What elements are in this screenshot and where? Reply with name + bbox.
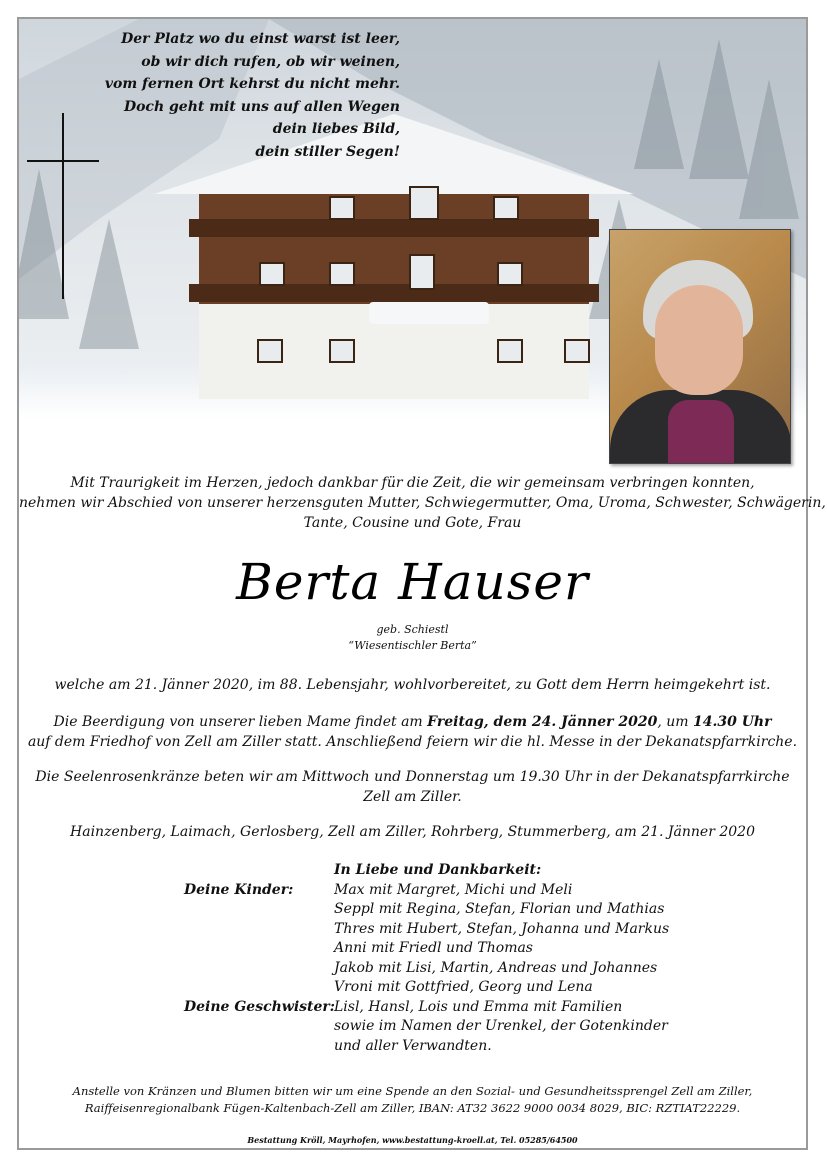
poem-line: vom fernen Ort kehrst du nicht mehr. xyxy=(104,76,400,93)
poem-line: dein stiller Segen! xyxy=(255,143,400,160)
deceased-name: Berta Hauser xyxy=(236,553,589,611)
sibling-entry: sowie im Namen der Urenkel, der Gotenkinder xyxy=(334,1018,668,1034)
funeral-text xyxy=(19,712,806,752)
child-entry: Seppl mit Regina, Stefan, Florian und Mathias xyxy=(334,901,665,917)
funeral-date: Freitag, dem 24. Jänner 2020 xyxy=(427,714,658,730)
funeral-mid: , um xyxy=(657,714,693,730)
birth-name-block xyxy=(19,622,806,654)
portrait-photo xyxy=(609,229,791,464)
death-line: welche am 21. Jänner 2020, im 88. Lebensjahr, wohlvorbereitet, zu Gott dem Herrn heimgekehrt ist. xyxy=(54,677,771,693)
rosary-line: Zell am Ziller. xyxy=(363,789,462,805)
sibling-entry: und aller Verwandten. xyxy=(334,1037,492,1054)
funeral-pre: Die Beerdigung von unserer lieben Mame findet am xyxy=(53,714,428,730)
nickname: “Wiesentischler Berta” xyxy=(348,639,477,652)
sibling-entry: Lisl, Hansl, Lois und Emma mit Familien xyxy=(334,998,623,1015)
child-entry: Vroni mit Gottfried, Georg und Lena xyxy=(334,979,593,995)
children-label: Deine Kinder: xyxy=(184,881,294,898)
poem-line: dein liebes Bild, xyxy=(272,121,400,138)
family-heading: In Liebe und Dankbarkeit: xyxy=(334,862,542,878)
child-entry: Thres mit Hubert, Stefan, Johanna und Markus xyxy=(334,920,670,937)
poem-line: Der Platz wo du einst warst ist leer, xyxy=(121,31,400,47)
child-entry: Anni mit Friedl und Thomas xyxy=(334,940,533,956)
child-entry: Max mit Margret, Michi und Meli xyxy=(334,881,573,898)
siblings-label: Deine Geschwister: xyxy=(184,998,335,1015)
donation-note xyxy=(19,1083,806,1117)
poem xyxy=(60,28,400,164)
family-names xyxy=(334,861,669,1056)
funeral-line2: auf dem Friedhof von Zell am Ziller statt. Anschließend feiern wir die hl. Messe in der Dekanatspfarrkirche. xyxy=(27,734,798,750)
place-date: Hainzenberg, Laimach, Gerlosberg, Zell am Ziller, Rohrberg, Stummerberg, am 21. Jänner 2020 xyxy=(70,824,755,840)
intro-line: nehmen wir Abschied von unserer herzensguten Mutter, Schwiegermutter, Oma, Uroma, Schwester, Schwägerin, xyxy=(19,495,826,511)
child-entry: Jakob mit Lisi, Martin, Andreas und Johannes xyxy=(334,959,658,976)
footer-line: Raiffeisenregionalbank Fügen-Kaltenbach-Zell am Ziller, IBAN: AT32 3622 9000 0034 8029, BIC: RZTIAT22229. xyxy=(84,1101,741,1115)
rosary-text xyxy=(19,767,806,807)
footer-line: Anstelle von Kränzen und Blumen bitten wir um eine Spende an den Sozial- und Gesundheitssprengel Zell am Ziller, xyxy=(72,1084,753,1098)
rosary-line: Die Seelenrosenkränze beten wir am Mittwoch und Donnerstag um 19.30 Uhr in der Dekanatspfarrkirche xyxy=(35,769,790,785)
intro-line: Tante, Cousine und Gote, Frau xyxy=(303,515,522,531)
funeral-home-imprint: Bestattung Kröll, Mayrhofen, www.bestattung-kroell.at, Tel. 05285/64500 xyxy=(247,1135,578,1145)
intro-line: Mit Traurigkeit im Herzen, jedoch dankbar für die Zeit, die wir gemeinsam verbringen konnten, xyxy=(70,475,755,491)
poem-line: ob wir dich rufen, ob wir weinen, xyxy=(141,53,400,70)
maiden-name: geb. Schiestl xyxy=(376,623,449,636)
intro-text xyxy=(19,473,826,533)
funeral-time: 14.30 Uhr xyxy=(693,714,772,730)
poem-line: Doch geht mit uns auf allen Wegen xyxy=(123,98,400,115)
